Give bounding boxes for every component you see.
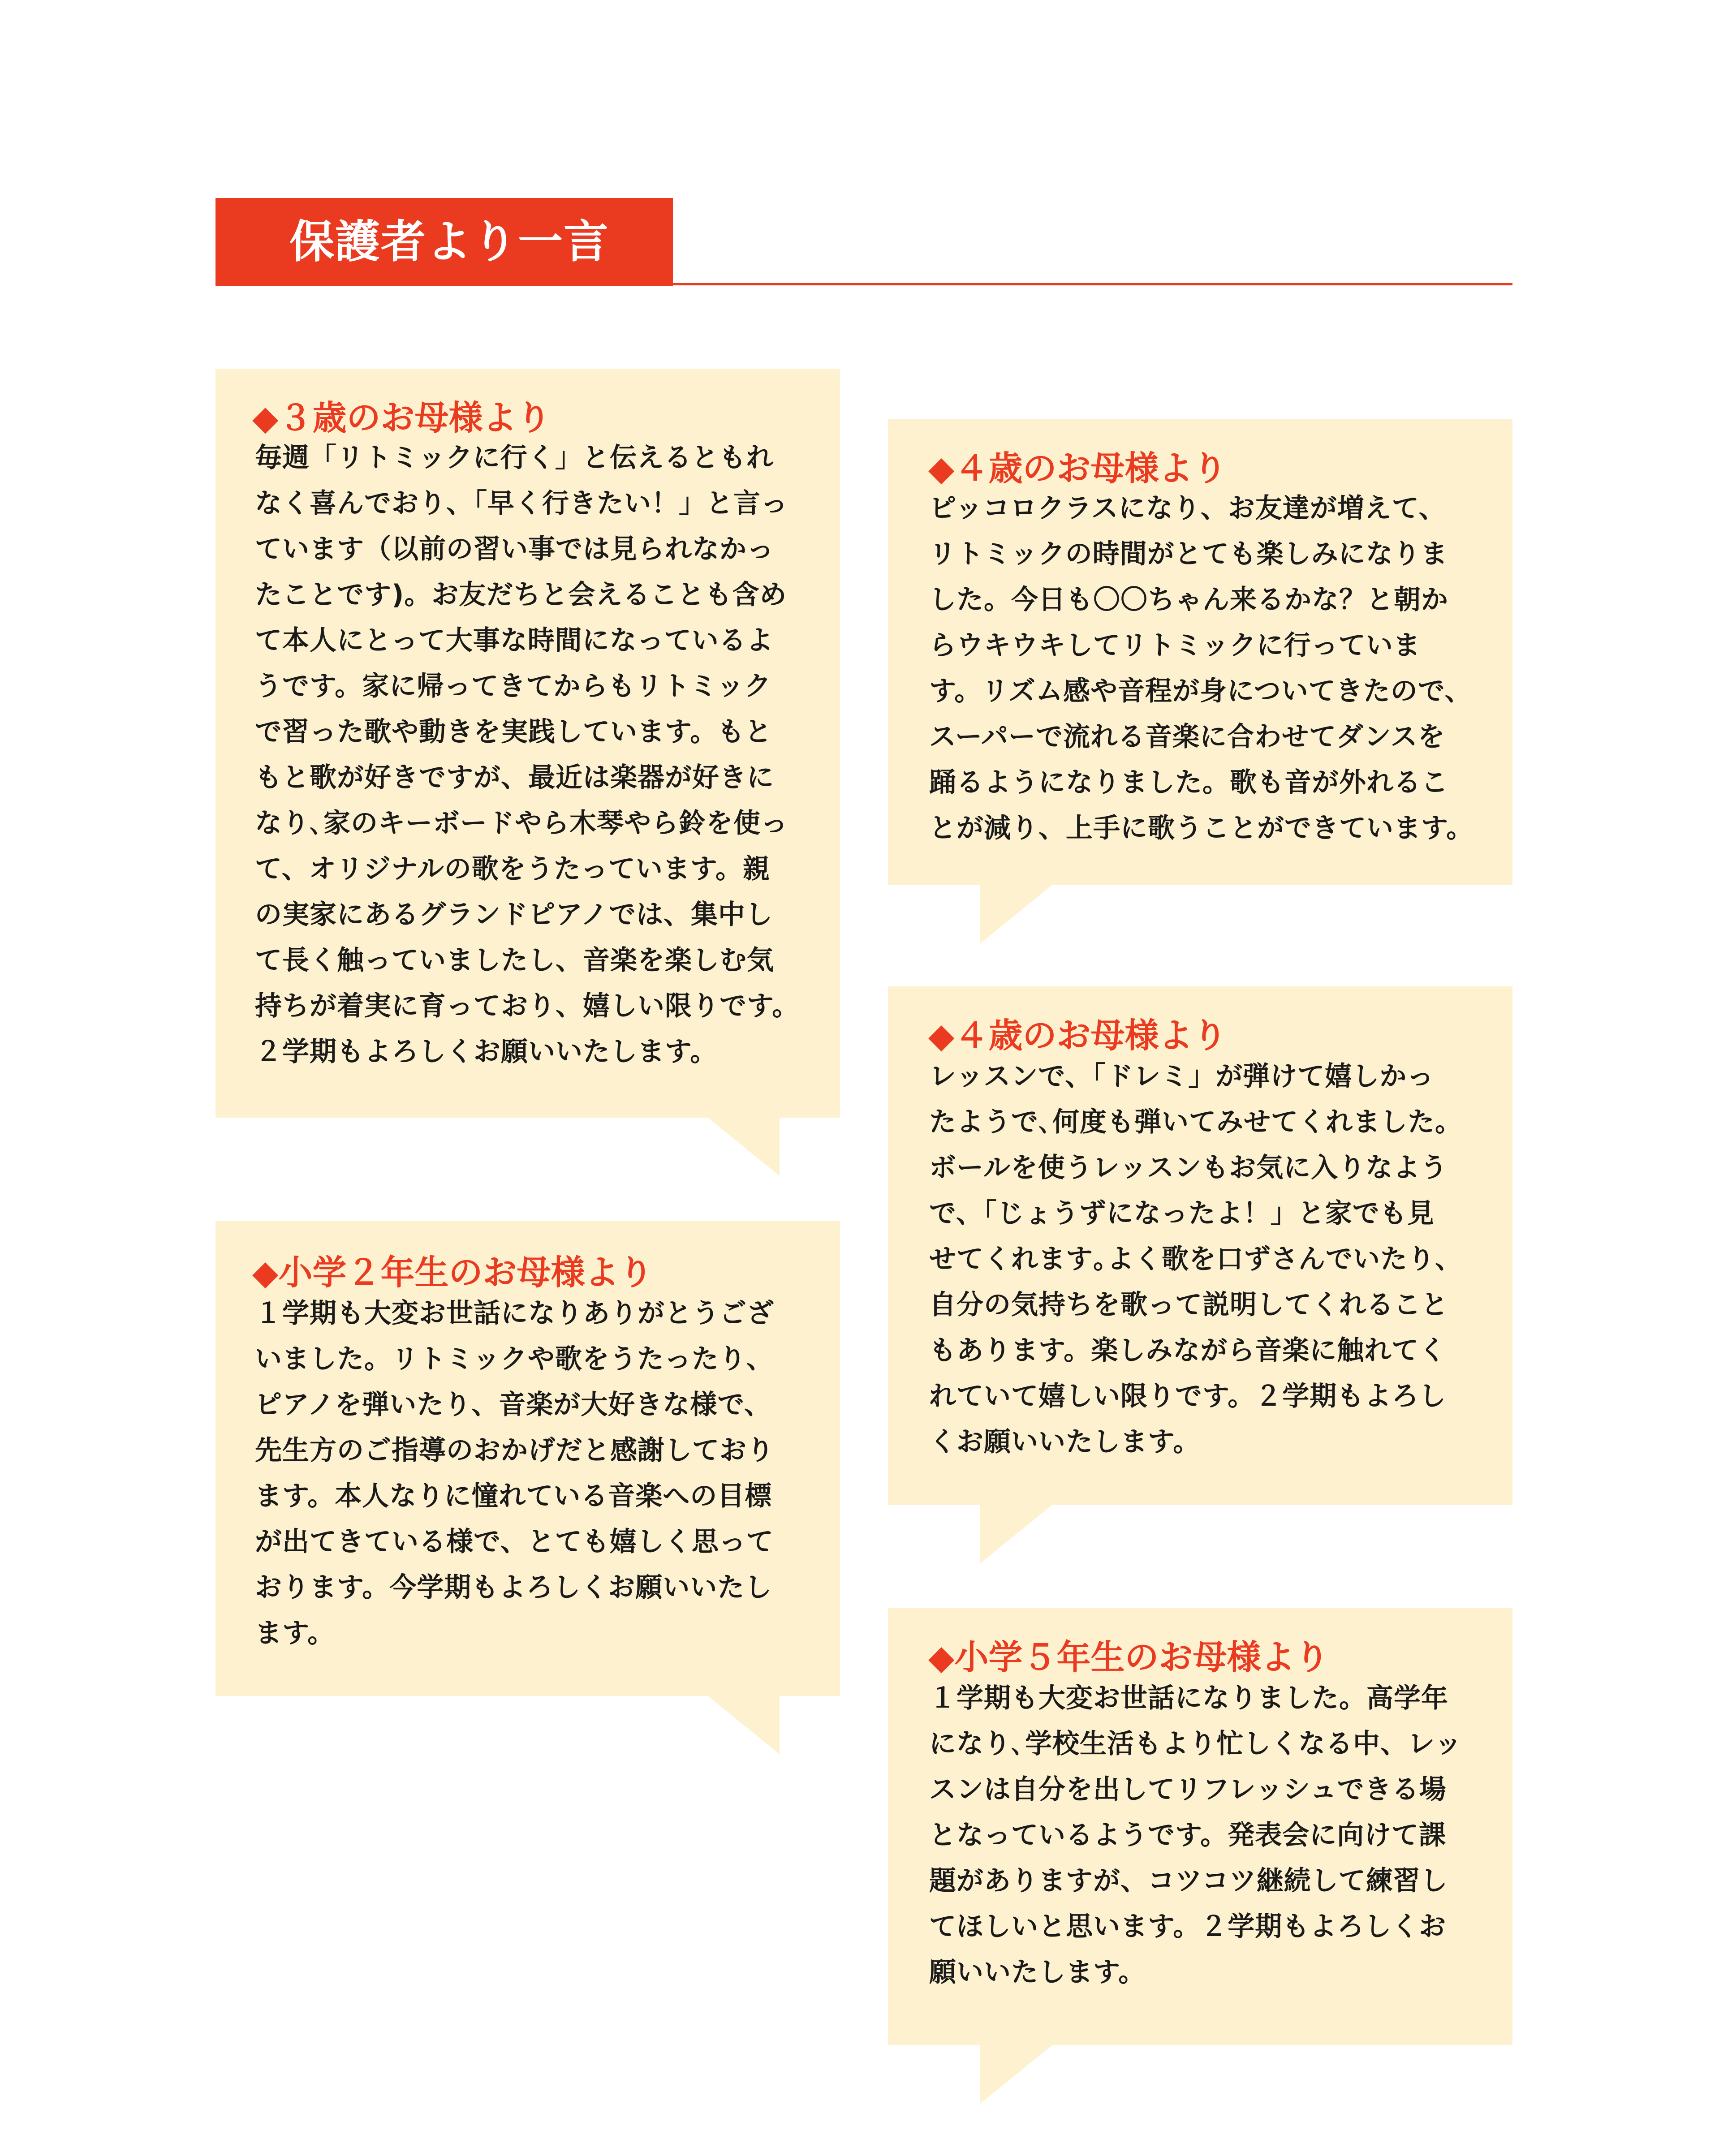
section-title: 保護者より一言 — [289, 215, 609, 268]
bubble-tail — [980, 1505, 1052, 1563]
bubble-tail — [708, 1118, 780, 1176]
comment-bubble-grade2 — [215, 1221, 840, 1696]
comment-body: レッスンで、「ドレミ」が弾けて嬉しかっ たようで､何度も弾いてみせてくれました。 ボールを使うレッスンもお気に入りなよう で、「じょうずになったよ！」と家でも見 せてくれます｡よく歌を口ずさんでいたり、 自分の気持ちを歌って説明してくれること もあります。楽しみながら音楽に触れてく れていて嬉しい限りです。２学期もよろし くお願いいたします。 — [929, 1061, 1462, 1458]
comment-bubble-4yo-a — [888, 419, 1512, 885]
comment-heading: ◆４歳のお母様より — [928, 448, 1227, 488]
comment-heading: ◆３歳のお母様より — [252, 398, 551, 438]
comment-body: 毎週「リトミックに行く」と伝えるともれ なく喜んでおり、「早く行きたい！」と言っ ています（以前の習い事では見られなかっ たことです)。お友だちと会えることも含め て本人にとって大事な時間になっているよ うです。家に帰ってきてからもリトミック で習った歌や動きを実践しています。もと もと歌が好きですが、最近は楽器が好きに なり､家のキーボードやら木琴やら鈴を使っ て、オリジナルの歌をうたっています。親 の実家にあるグランドピアノでは、集中し て長く触っていましたし、音楽を楽しむ気 持ちが着実に育っており、嬉しい限りです。 ２学期もよろしくお願いいたします。 — [255, 442, 800, 1067]
comment-body: １学期も大変お世話になりました。高学年 になり､学校生活もより忙しくなる中、レッ スンは自分を出してリフレッシュできる場 となっているようです。発表会に向けて課 題がありますが、コツコツ継続して練習し てほしいと思います。２学期もよろしくお 願いいたします。 — [929, 1683, 1462, 1988]
comment-bubble-grade5 — [888, 1608, 1512, 2045]
comment-bubble-3yo — [215, 369, 840, 1118]
comment-body: １学期も大変お世話になりありがとうござ いました。リトミックや歌をうたったり、 ピアノを弾いたり、音楽が大好きな様で、 先生方のご指導のおかげだと感謝しており ます。本人なりに憧れている音楽への目標 が出てきている様で、とても嬉しく思って おります。今学期もよろしくお願いいたし ます。 — [255, 1298, 774, 1649]
bubble-tail — [980, 2045, 1052, 2104]
comment-heading: ◆４歳のお母様より — [928, 1016, 1227, 1055]
comment-heading: ◆小学５年生のお母様より — [928, 1637, 1329, 1677]
comment-heading: ◆小学２年生のお母様より — [252, 1252, 653, 1292]
bubble-tail — [980, 885, 1052, 943]
section-divider — [215, 283, 1512, 285]
comment-bubble-4yo-b — [888, 986, 1512, 1505]
comment-body: ピッコロクラスになり、お友達が増えて、 リトミックの時間がとても楽しみになりま した。今日も〇〇ちゃん来るかな？と朝か らウキウキしてリトミックに行っていま す。リズム感や音程が身についてきたので、 スーパーで流れる音楽に合わせてダンスを 踊るようになりました。歌も音が外れるこ とが減り、上手に歌うことができています。 — [929, 493, 1474, 844]
bubble-tail — [708, 1696, 780, 1754]
